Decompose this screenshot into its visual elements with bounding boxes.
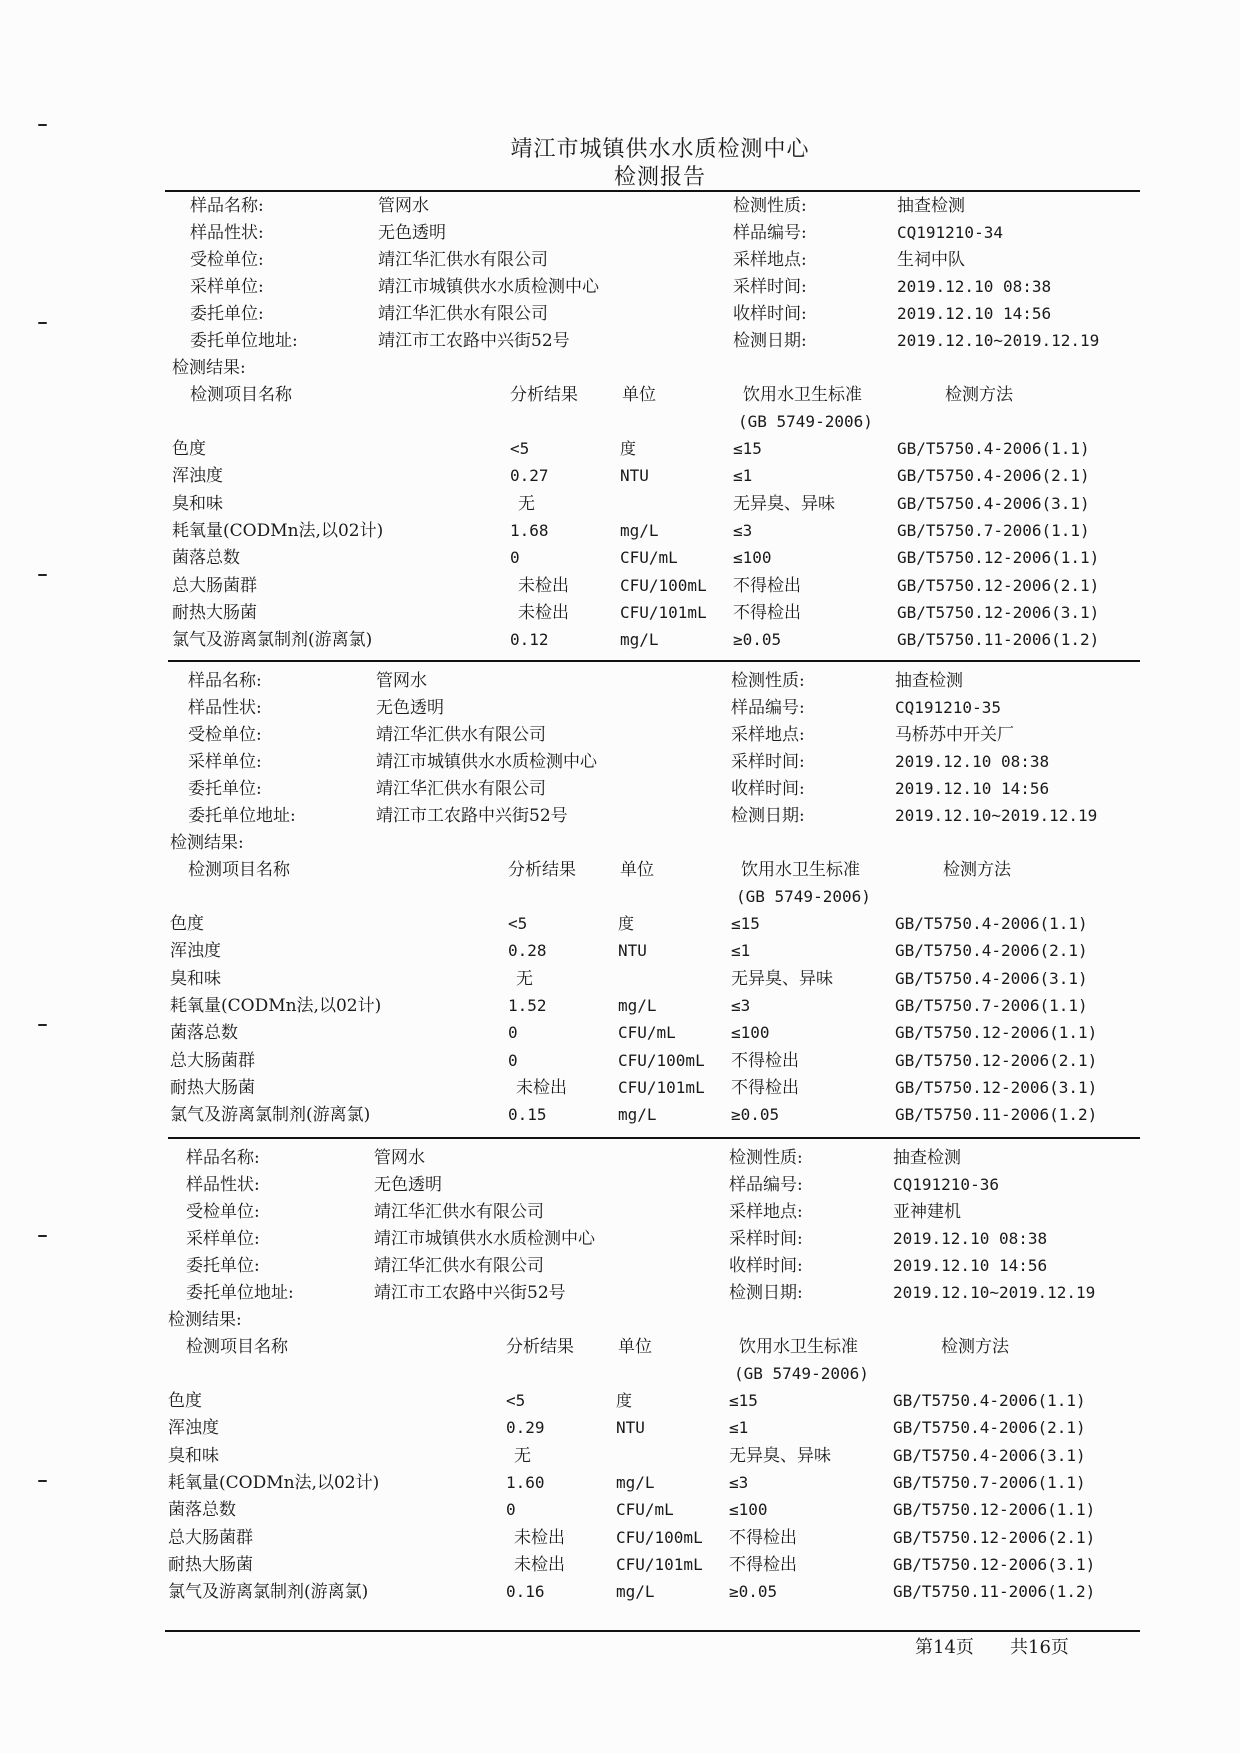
label-sampling-site: 采样地点: <box>733 250 807 270</box>
label-sample-trait: 样品性状: <box>188 698 262 718</box>
value-inspected-unit: 靖江华汇供水有限公司 <box>378 250 548 270</box>
test-item-unit: CFU/101mL <box>618 1077 705 1097</box>
value-test-date: 2019.12.10~2019.12.19 <box>897 331 1100 350</box>
test-item-unit: CFU/100mL <box>618 1050 705 1070</box>
test-item-name: 耗氧量(CODMn法,以02计) <box>172 520 384 541</box>
test-item-method: GB/T5750.12-2006(3.1) <box>893 1554 1096 1574</box>
test-item-result: 0.29 <box>506 1418 545 1438</box>
test-item-result: 0.12 <box>510 630 549 650</box>
test-item-standard: 无异臭、异味 <box>733 493 835 514</box>
test-item-name: 耗氧量(CODMn法,以02计) <box>168 1472 380 1493</box>
scan-speck <box>38 1235 47 1237</box>
col-header-standard-ref: (GB 5749-2006) <box>734 1364 869 1383</box>
test-item-standard: ≥0.05 <box>733 630 782 650</box>
col-header-result: 分析结果 <box>506 1337 574 1357</box>
col-header-standard-ref: (GB 5749-2006) <box>738 412 873 431</box>
test-item-name: 色度 <box>172 439 206 459</box>
test-item-unit: mg/L <box>616 1472 655 1492</box>
header-rule <box>165 190 1140 192</box>
test-item-name: 臭和味 <box>168 1445 219 1466</box>
test-item-standard: 无异臭、异味 <box>731 968 833 989</box>
test-item-unit: 度 <box>618 914 635 933</box>
test-item-result: <5 <box>506 1391 526 1410</box>
test-item-result: 未检出 <box>516 1077 567 1098</box>
footer-rule <box>165 1630 1140 1632</box>
col-header-standard: 饮用水卫生标准 <box>739 1337 858 1357</box>
test-item-name: 耐热大肠菌 <box>168 1554 253 1575</box>
label-sampling-unit: 采样单位: <box>186 1229 260 1249</box>
test-item-name: 耗氧量(CODMn法,以02计) <box>170 995 382 1016</box>
label-sample-trait: 样品性状: <box>186 1175 260 1195</box>
label-sample-name: 样品名称: <box>188 671 262 691</box>
test-item-unit: mg/L <box>620 520 659 540</box>
value-client-address: 靖江市工农路中兴街52号 <box>376 806 568 826</box>
test-item-method: GB/T5750.4-2006(1.1) <box>897 439 1090 458</box>
test-item-standard: ≥0.05 <box>729 1582 778 1602</box>
test-item-method: GB/T5750.4-2006(1.1) <box>893 1391 1086 1410</box>
label-test-date: 检测日期: <box>729 1283 803 1303</box>
label-client-unit: 委托单位: <box>186 1256 260 1276</box>
test-item-standard: ≤1 <box>733 466 753 486</box>
test-item-name: 色度 <box>170 914 204 934</box>
test-item-standard: ≤15 <box>731 914 760 933</box>
test-item-name: 浑浊度 <box>170 941 221 962</box>
test-item-result: 0.28 <box>508 941 547 961</box>
test-item-unit: CFU/101mL <box>620 602 707 622</box>
value-sampling-time: 2019.12.10 08:38 <box>893 1229 1048 1248</box>
col-header-standard: 饮用水卫生标准 <box>743 385 862 405</box>
test-item-name: 浑浊度 <box>172 466 223 487</box>
value-test-nature: 抽查检测 <box>893 1148 961 1168</box>
test-item-result: <5 <box>510 439 530 458</box>
label-sampling-time: 采样时间: <box>731 752 805 772</box>
value-receive-time: 2019.12.10 14:56 <box>895 779 1050 798</box>
test-item-name: 臭和味 <box>172 493 223 514</box>
value-receive-time: 2019.12.10 14:56 <box>897 304 1052 323</box>
scan-speck <box>38 124 47 126</box>
value-sample-name: 管网水 <box>374 1148 425 1168</box>
org-title: 靖江市城镇供水水质检测中心 <box>510 137 810 162</box>
test-item-name: 总大肠菌群 <box>172 575 257 596</box>
test-item-method: GB/T5750.4-2006(2.1) <box>895 941 1088 961</box>
value-sampling-time: 2019.12.10 08:38 <box>895 752 1050 771</box>
test-item-result: 无 <box>518 493 535 514</box>
label-client-address: 委托单位地址: <box>188 806 296 826</box>
test-item-unit: 度 <box>616 1391 633 1410</box>
test-item-unit: mg/L <box>618 1105 657 1125</box>
test-item-result: 0.15 <box>508 1105 547 1125</box>
label-test-nature: 检测性质: <box>731 671 805 691</box>
test-item-result: 无 <box>514 1445 531 1466</box>
test-item-unit: NTU <box>620 466 649 486</box>
test-item-unit: mg/L <box>620 630 659 650</box>
report-title: 检测报告 <box>613 165 706 190</box>
scan-speck <box>38 1024 47 1026</box>
test-item-standard: ≤100 <box>729 1500 768 1520</box>
test-item-name: 菌落总数 <box>170 1023 238 1044</box>
value-sample-no: CQ191210-36 <box>893 1175 999 1194</box>
value-client-address: 靖江市工农路中兴街52号 <box>374 1283 566 1303</box>
test-item-result: 0 <box>508 1050 518 1070</box>
value-receive-time: 2019.12.10 14:56 <box>893 1256 1048 1275</box>
test-item-name: 菌落总数 <box>168 1500 236 1521</box>
test-item-standard: ≤3 <box>733 520 753 540</box>
test-item-name: 氯气及游离氯制剂(游离氯) <box>170 1105 371 1126</box>
value-sample-name: 管网水 <box>378 196 429 216</box>
test-item-method: GB/T5750.12-2006(3.1) <box>895 1077 1098 1097</box>
col-header-standard: 饮用水卫生标准 <box>741 860 860 880</box>
label-sampling-time: 采样时间: <box>729 1229 803 1249</box>
value-sample-name: 管网水 <box>376 671 427 691</box>
results-heading: 检测结果: <box>172 358 246 378</box>
test-item-result: 未检出 <box>514 1527 565 1548</box>
test-item-unit: 度 <box>620 439 637 458</box>
test-item-name: 色度 <box>168 1391 202 1411</box>
col-header-method: 检测方法 <box>941 1337 1009 1357</box>
col-header-method: 检测方法 <box>943 860 1011 880</box>
col-header-item: 检测项目名称 <box>186 1337 288 1357</box>
value-sampling-site: 马桥苏中开关厂 <box>895 725 1014 745</box>
test-item-standard: ≤100 <box>733 548 772 568</box>
value-sample-trait: 无色透明 <box>376 698 444 718</box>
label-sample-name: 样品名称: <box>186 1148 260 1168</box>
page-total: 共16页 <box>1010 1637 1069 1658</box>
label-test-nature: 检测性质: <box>729 1148 803 1168</box>
test-item-name: 总大肠菌群 <box>168 1527 253 1548</box>
test-item-standard: ≤3 <box>731 995 751 1015</box>
label-test-date: 检测日期: <box>731 806 805 826</box>
test-item-standard: ≥0.05 <box>731 1105 780 1125</box>
test-item-method: GB/T5750.4-2006(3.1) <box>895 968 1088 988</box>
value-test-nature: 抽查检测 <box>895 671 963 691</box>
test-item-unit: CFU/mL <box>620 548 678 568</box>
results-heading: 检测结果: <box>170 833 244 853</box>
test-item-result: 未检出 <box>514 1554 565 1575</box>
test-item-unit: NTU <box>616 1418 645 1438</box>
sample-divider <box>168 1137 1140 1139</box>
value-sampling-site: 生祠中队 <box>897 250 965 270</box>
test-item-standard: ≤100 <box>731 1023 770 1043</box>
value-sample-trait: 无色透明 <box>374 1175 442 1195</box>
value-sampling-unit: 靖江市城镇供水水质检测中心 <box>376 752 597 772</box>
value-sampling-unit: 靖江市城镇供水水质检测中心 <box>374 1229 595 1249</box>
scan-speck <box>38 574 47 576</box>
value-client-address: 靖江市工农路中兴街52号 <box>378 331 570 351</box>
test-item-unit: mg/L <box>618 995 657 1015</box>
test-item-standard: ≤15 <box>729 1391 758 1410</box>
test-item-method: GB/T5750.12-2006(3.1) <box>897 602 1100 622</box>
label-test-nature: 检测性质: <box>733 196 807 216</box>
test-item-result: 1.60 <box>506 1472 545 1492</box>
test-item-unit: NTU <box>618 941 647 961</box>
test-item-result: 1.68 <box>510 520 549 540</box>
sample-divider <box>168 660 1140 662</box>
test-item-result: 0 <box>508 1023 518 1043</box>
test-item-result: 0 <box>510 548 520 568</box>
test-item-method: GB/T5750.12-2006(2.1) <box>893 1527 1096 1547</box>
test-item-unit: CFU/mL <box>616 1500 674 1520</box>
scan-speck <box>38 1480 47 1482</box>
test-item-unit: mg/L <box>616 1582 655 1602</box>
test-item-name: 总大肠菌群 <box>170 1050 255 1071</box>
value-inspected-unit: 靖江华汇供水有限公司 <box>374 1202 544 1222</box>
test-item-standard: ≤1 <box>729 1418 749 1438</box>
page-number: 第14页 <box>915 1637 974 1658</box>
value-test-date: 2019.12.10~2019.12.19 <box>895 806 1098 825</box>
label-sampling-time: 采样时间: <box>733 277 807 297</box>
test-item-method: GB/T5750.7-2006(1.1) <box>893 1472 1086 1492</box>
test-item-name: 菌落总数 <box>172 548 240 569</box>
value-sampling-unit: 靖江市城镇供水水质检测中心 <box>378 277 599 297</box>
label-client-unit: 委托单位: <box>188 779 262 799</box>
test-item-result: 0.27 <box>510 466 549 486</box>
test-item-method: GB/T5750.4-2006(2.1) <box>897 466 1090 486</box>
test-item-standard: 不得检出 <box>731 1050 799 1071</box>
label-sample-name: 样品名称: <box>190 196 264 216</box>
test-item-result: 未检出 <box>518 602 569 623</box>
label-receive-time: 收样时间: <box>733 304 807 324</box>
label-sample-no: 样品编号: <box>731 698 805 718</box>
value-sample-no: CQ191210-34 <box>897 223 1003 242</box>
value-inspected-unit: 靖江华汇供水有限公司 <box>376 725 546 745</box>
test-item-name: 臭和味 <box>170 968 221 989</box>
test-item-name: 氯气及游离氯制剂(游离氯) <box>168 1582 369 1603</box>
label-sampling-site: 采样地点: <box>731 725 805 745</box>
test-item-name: 耐热大肠菌 <box>172 602 257 623</box>
test-item-result: 未检出 <box>518 575 569 596</box>
test-item-unit: CFU/100mL <box>616 1527 703 1547</box>
test-item-result: 无 <box>516 968 533 989</box>
test-item-method: GB/T5750.4-2006(2.1) <box>893 1418 1086 1438</box>
test-item-standard: 不得检出 <box>729 1527 797 1548</box>
results-heading: 检测结果: <box>168 1310 242 1330</box>
test-item-standard: 无异臭、异味 <box>729 1445 831 1466</box>
label-sample-trait: 样品性状: <box>190 223 264 243</box>
test-item-method: GB/T5750.7-2006(1.1) <box>897 520 1090 540</box>
test-item-standard: 不得检出 <box>731 1077 799 1098</box>
label-sampling-unit: 采样单位: <box>190 277 264 297</box>
test-item-method: GB/T5750.12-2006(2.1) <box>897 575 1100 595</box>
test-item-standard: 不得检出 <box>729 1554 797 1575</box>
label-sampling-unit: 采样单位: <box>188 752 262 772</box>
col-header-result: 分析结果 <box>510 385 578 405</box>
test-item-standard: 不得检出 <box>733 602 801 623</box>
test-item-standard: ≤15 <box>733 439 762 458</box>
value-sample-trait: 无色透明 <box>378 223 446 243</box>
test-item-method: GB/T5750.12-2006(1.1) <box>893 1500 1096 1520</box>
col-header-result: 分析结果 <box>508 860 576 880</box>
test-item-unit: CFU/100mL <box>620 575 707 595</box>
value-sample-no: CQ191210-35 <box>895 698 1001 717</box>
label-test-date: 检测日期: <box>733 331 807 351</box>
test-item-method: GB/T5750.11-2006(1.2) <box>893 1582 1096 1602</box>
label-sampling-site: 采样地点: <box>729 1202 803 1222</box>
test-item-name: 氯气及游离氯制剂(游离氯) <box>172 630 373 651</box>
label-sample-no: 样品编号: <box>729 1175 803 1195</box>
test-item-method: GB/T5750.12-2006(1.1) <box>897 548 1100 568</box>
test-item-standard: ≤1 <box>731 941 751 961</box>
value-client-unit: 靖江华汇供水有限公司 <box>376 779 546 799</box>
label-inspected-unit: 受检单位: <box>186 1202 260 1222</box>
test-item-method: GB/T5750.4-2006(3.1) <box>897 493 1090 513</box>
label-sample-no: 样品编号: <box>733 223 807 243</box>
test-item-standard: ≤3 <box>729 1472 749 1492</box>
test-item-method: GB/T5750.7-2006(1.1) <box>895 995 1088 1015</box>
col-header-standard-ref: (GB 5749-2006) <box>736 887 871 906</box>
test-item-unit: CFU/mL <box>618 1023 676 1043</box>
col-header-item: 检测项目名称 <box>188 860 290 880</box>
col-header-unit: 单位 <box>618 1337 652 1357</box>
value-client-unit: 靖江华汇供水有限公司 <box>378 304 548 324</box>
col-header-unit: 单位 <box>620 860 654 880</box>
test-item-method: GB/T5750.11-2006(1.2) <box>895 1105 1098 1125</box>
label-receive-time: 收样时间: <box>729 1256 803 1276</box>
test-item-unit: CFU/101mL <box>616 1554 703 1574</box>
test-item-method: GB/T5750.12-2006(2.1) <box>895 1050 1098 1070</box>
test-item-method: GB/T5750.12-2006(1.1) <box>895 1023 1098 1043</box>
label-client-address: 委托单位地址: <box>190 331 298 351</box>
value-sampling-time: 2019.12.10 08:38 <box>897 277 1052 296</box>
test-item-result: <5 <box>508 914 528 933</box>
label-inspected-unit: 受检单位: <box>188 725 262 745</box>
test-item-method: GB/T5750.4-2006(3.1) <box>893 1445 1086 1465</box>
value-client-unit: 靖江华汇供水有限公司 <box>374 1256 544 1276</box>
test-item-result: 0.16 <box>506 1582 545 1602</box>
test-item-name: 浑浊度 <box>168 1418 219 1439</box>
label-inspected-unit: 受检单位: <box>190 250 264 270</box>
label-client-address: 委托单位地址: <box>186 1283 294 1303</box>
col-header-unit: 单位 <box>622 385 656 405</box>
test-item-method: GB/T5750.4-2006(1.1) <box>895 914 1088 933</box>
test-item-result: 1.52 <box>508 995 547 1015</box>
value-sampling-site: 亚神建机 <box>893 1202 961 1222</box>
col-header-item: 检测项目名称 <box>190 385 292 405</box>
label-receive-time: 收样时间: <box>731 779 805 799</box>
test-item-name: 耐热大肠菌 <box>170 1077 255 1098</box>
col-header-method: 检测方法 <box>945 385 1013 405</box>
scan-speck <box>38 322 47 324</box>
label-client-unit: 委托单位: <box>190 304 264 324</box>
value-test-nature: 抽查检测 <box>897 196 965 216</box>
value-test-date: 2019.12.10~2019.12.19 <box>893 1283 1096 1302</box>
test-item-standard: 不得检出 <box>733 575 801 596</box>
test-item-method: GB/T5750.11-2006(1.2) <box>897 630 1100 650</box>
test-item-result: 0 <box>506 1500 516 1520</box>
